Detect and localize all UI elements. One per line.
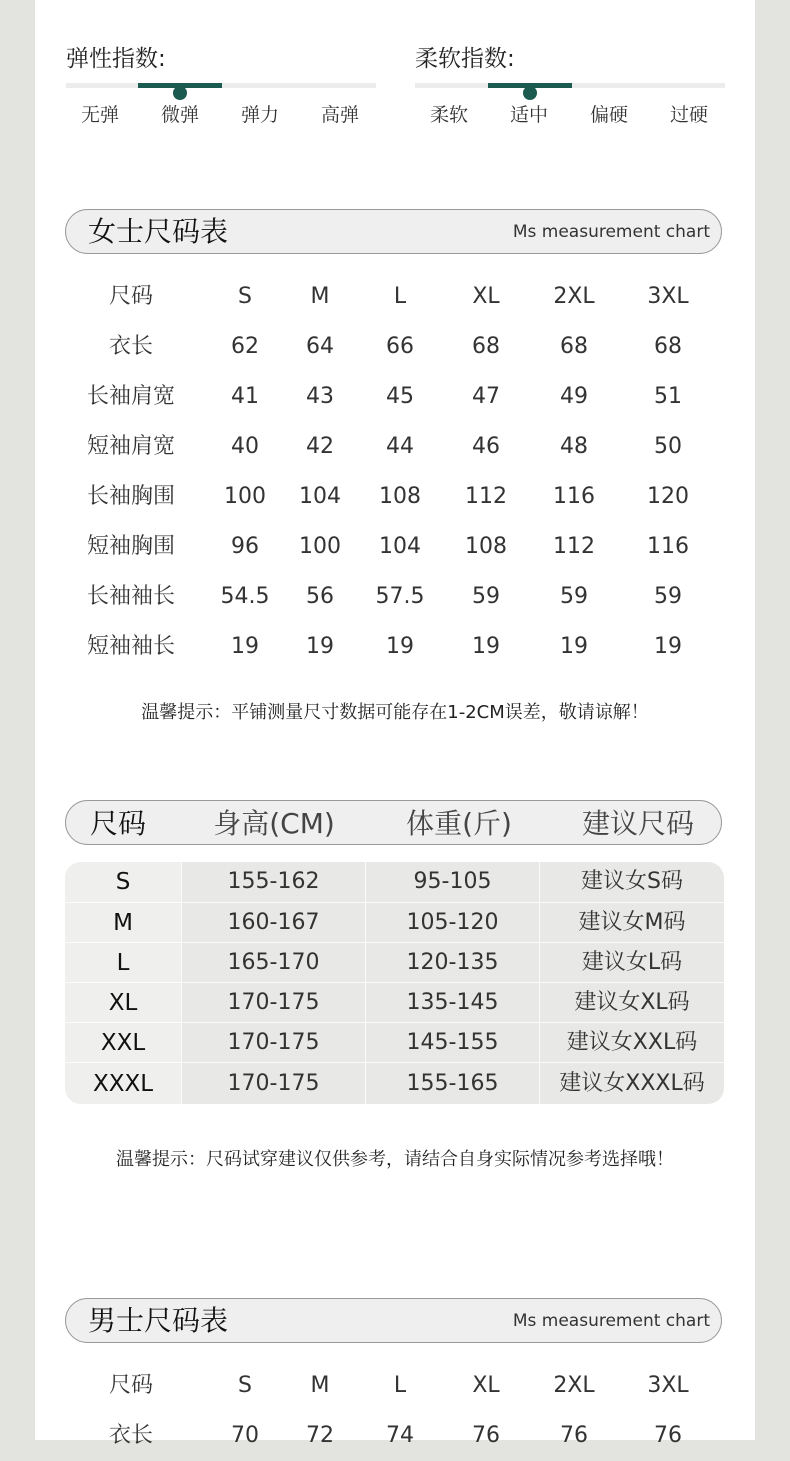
table-cell: 64 [306, 334, 334, 359]
table-cell: 104 [299, 484, 341, 509]
elasticity-index [66, 38, 386, 126]
table-header-row [35, 1361, 755, 1411]
table-row [65, 982, 724, 1022]
rec-size: M [65, 903, 181, 943]
table-row [35, 622, 755, 672]
women-chart-subtitle: Ms measurement chart [512, 222, 710, 242]
rec-weight: 135-145 [406, 990, 499, 1015]
size-guide-page [35, 0, 755, 1448]
table-cell: XL [472, 1373, 500, 1398]
table-row [65, 942, 724, 982]
table-cell: 68 [560, 334, 588, 359]
row-label: 短袖胸围 [86, 534, 175, 559]
softness-index [415, 38, 735, 126]
elasticity-level: 高弹 [320, 104, 359, 126]
table-cell: 48 [560, 434, 588, 459]
table-cell: 116 [647, 534, 689, 559]
row-label: 长袖胸围 [86, 484, 175, 509]
table-cell: M [310, 284, 330, 309]
table-cell: 3XL [647, 1373, 689, 1398]
rec-height: 155-162 [227, 869, 320, 894]
rec-header-height: 身高(CM) [213, 807, 335, 840]
table-cell: 19 [306, 634, 334, 659]
table-cell: 19 [386, 634, 414, 659]
table-row [65, 1062, 724, 1104]
women-chart-title: 女士尺码表 [88, 215, 229, 248]
table-cell: 104 [379, 534, 421, 559]
row-label: 衣长 [108, 334, 153, 359]
table-cell: S [238, 284, 252, 309]
recommendation-header [65, 800, 722, 845]
table-row [65, 862, 724, 902]
table-cell: 68 [472, 334, 500, 359]
table-row [35, 1411, 755, 1461]
table-cell: 19 [654, 634, 682, 659]
table-cell: 76 [654, 1423, 682, 1448]
rec-size: S [65, 862, 181, 902]
rec-height: 170-175 [227, 990, 320, 1015]
row-label: 尺码 [108, 284, 153, 309]
elasticity-level: 微弹 [160, 104, 199, 126]
rec-size: L [65, 943, 181, 983]
table-cell: 46 [472, 434, 500, 459]
table-row [35, 572, 755, 622]
rec-weight: 105-120 [406, 910, 499, 935]
table-cell: 50 [654, 434, 682, 459]
elasticity-knob [173, 86, 187, 100]
softness-title: 柔软指数: [415, 46, 515, 72]
table-cell: 70 [231, 1423, 259, 1448]
row-label: 长袖肩宽 [86, 384, 175, 409]
table-row [35, 372, 755, 422]
table-cell: 45 [386, 384, 414, 409]
softness-level: 过硬 [669, 104, 708, 126]
row-label: 短袖肩宽 [86, 434, 175, 459]
rec-size: XXL [65, 1023, 181, 1063]
table-cell: 66 [386, 334, 414, 359]
elasticity-title: 弹性指数: [66, 46, 166, 72]
table-cell: 112 [553, 534, 595, 559]
table-cell: 59 [472, 584, 500, 609]
rec-weight: 120-135 [406, 950, 499, 975]
table-cell: 72 [306, 1423, 334, 1448]
rec-suggestion: 建议女XXXL码 [559, 1071, 705, 1096]
table-cell: 120 [647, 484, 689, 509]
rec-suggestion: 建议女XL码 [574, 990, 690, 1015]
rec-header-suggested: 建议尺码 [581, 807, 694, 840]
rec-height: 170-175 [227, 1071, 320, 1096]
table-cell: 100 [299, 534, 341, 559]
row-label: 短袖袖长 [86, 634, 175, 659]
table-cell: 96 [231, 534, 259, 559]
rec-header-weight: 体重(斤) [406, 807, 512, 840]
table-cell: 41 [231, 384, 259, 409]
table-cell: 76 [472, 1423, 500, 1448]
table-cell: 2XL [553, 1373, 595, 1398]
table-cell: L [393, 1373, 407, 1398]
table-cell: L [393, 284, 407, 309]
recommendation-table [65, 862, 724, 1104]
table-row [35, 422, 755, 472]
table-cell: 56 [306, 584, 334, 609]
table-cell: 112 [465, 484, 507, 509]
table-row [65, 902, 724, 942]
table-cell: 68 [654, 334, 682, 359]
elasticity-track [66, 83, 376, 88]
table-cell: 57.5 [375, 584, 425, 609]
elasticity-level: 弹力 [240, 104, 279, 126]
rec-suggestion: 建议女M码 [578, 910, 686, 935]
table-cell: 3XL [647, 284, 689, 309]
table-cell: 40 [231, 434, 259, 459]
table-cell: 19 [560, 634, 588, 659]
softness-knob [523, 86, 537, 100]
elasticity-level: 无弹 [80, 104, 119, 126]
table-cell: M [310, 1373, 330, 1398]
column-divider [365, 862, 366, 1104]
table-row [35, 522, 755, 572]
men-chart-header [65, 1298, 722, 1343]
table-row [65, 1022, 724, 1062]
table-row [35, 472, 755, 522]
table-header-row [35, 272, 755, 322]
rec-suggestion: 建议女XXL码 [566, 1030, 698, 1055]
softness-level: 柔软 [429, 104, 468, 126]
rec-weight: 95-105 [413, 869, 492, 894]
table-cell: 19 [231, 634, 259, 659]
table-cell: S [238, 1373, 252, 1398]
rec-weight: 155-165 [406, 1071, 499, 1096]
softness-level: 偏硬 [589, 104, 628, 126]
men-chart-title: 男士尺码表 [88, 1304, 229, 1337]
men-chart-subtitle: Ms measurement chart [512, 1311, 710, 1331]
table-cell: 2XL [553, 284, 595, 309]
table-cell: 108 [465, 534, 507, 559]
table-cell: 51 [654, 384, 682, 409]
softness-level: 适中 [509, 104, 548, 126]
recommendation-note: 温馨提示：尺码试穿建议仅供参考，请结合自身实际情况参考选择哦！ [116, 1149, 674, 1170]
table-cell: 54.5 [220, 584, 270, 609]
rec-size: XXXL [65, 1063, 181, 1104]
rec-height: 170-175 [227, 1030, 320, 1055]
rec-suggestion: 建议女L码 [581, 950, 683, 975]
table-cell: 47 [472, 384, 500, 409]
rec-size: XL [65, 983, 181, 1023]
rec-suggestion: 建议女S码 [581, 869, 683, 894]
table-cell: 62 [231, 334, 259, 359]
table-cell: 59 [654, 584, 682, 609]
row-label: 衣长 [108, 1423, 153, 1448]
women-chart-header [65, 209, 722, 254]
rec-header-size: 尺码 [89, 807, 146, 840]
table-cell: 108 [379, 484, 421, 509]
rec-height: 160-167 [227, 910, 320, 935]
table-cell: 74 [386, 1423, 414, 1448]
table-cell: 42 [306, 434, 334, 459]
table-cell: 76 [560, 1423, 588, 1448]
row-label: 长袖袖长 [86, 584, 175, 609]
column-divider [539, 862, 540, 1104]
rec-height: 165-170 [227, 950, 320, 975]
table-cell: 100 [224, 484, 266, 509]
table-cell: 59 [560, 584, 588, 609]
table-row [35, 322, 755, 372]
table-cell: XL [472, 284, 500, 309]
table-cell: 49 [560, 384, 588, 409]
softness-track [415, 83, 725, 88]
table-cell: 116 [553, 484, 595, 509]
women-chart-note: 温馨提示：平铺测量尺寸数据可能存在1-2CM误差，敬请谅解！ [141, 702, 649, 723]
row-label: 尺码 [108, 1373, 153, 1398]
table-cell: 43 [306, 384, 334, 409]
rec-weight: 145-155 [406, 1030, 499, 1055]
table-cell: 19 [472, 634, 500, 659]
table-cell: 44 [386, 434, 414, 459]
column-divider [181, 862, 182, 1104]
